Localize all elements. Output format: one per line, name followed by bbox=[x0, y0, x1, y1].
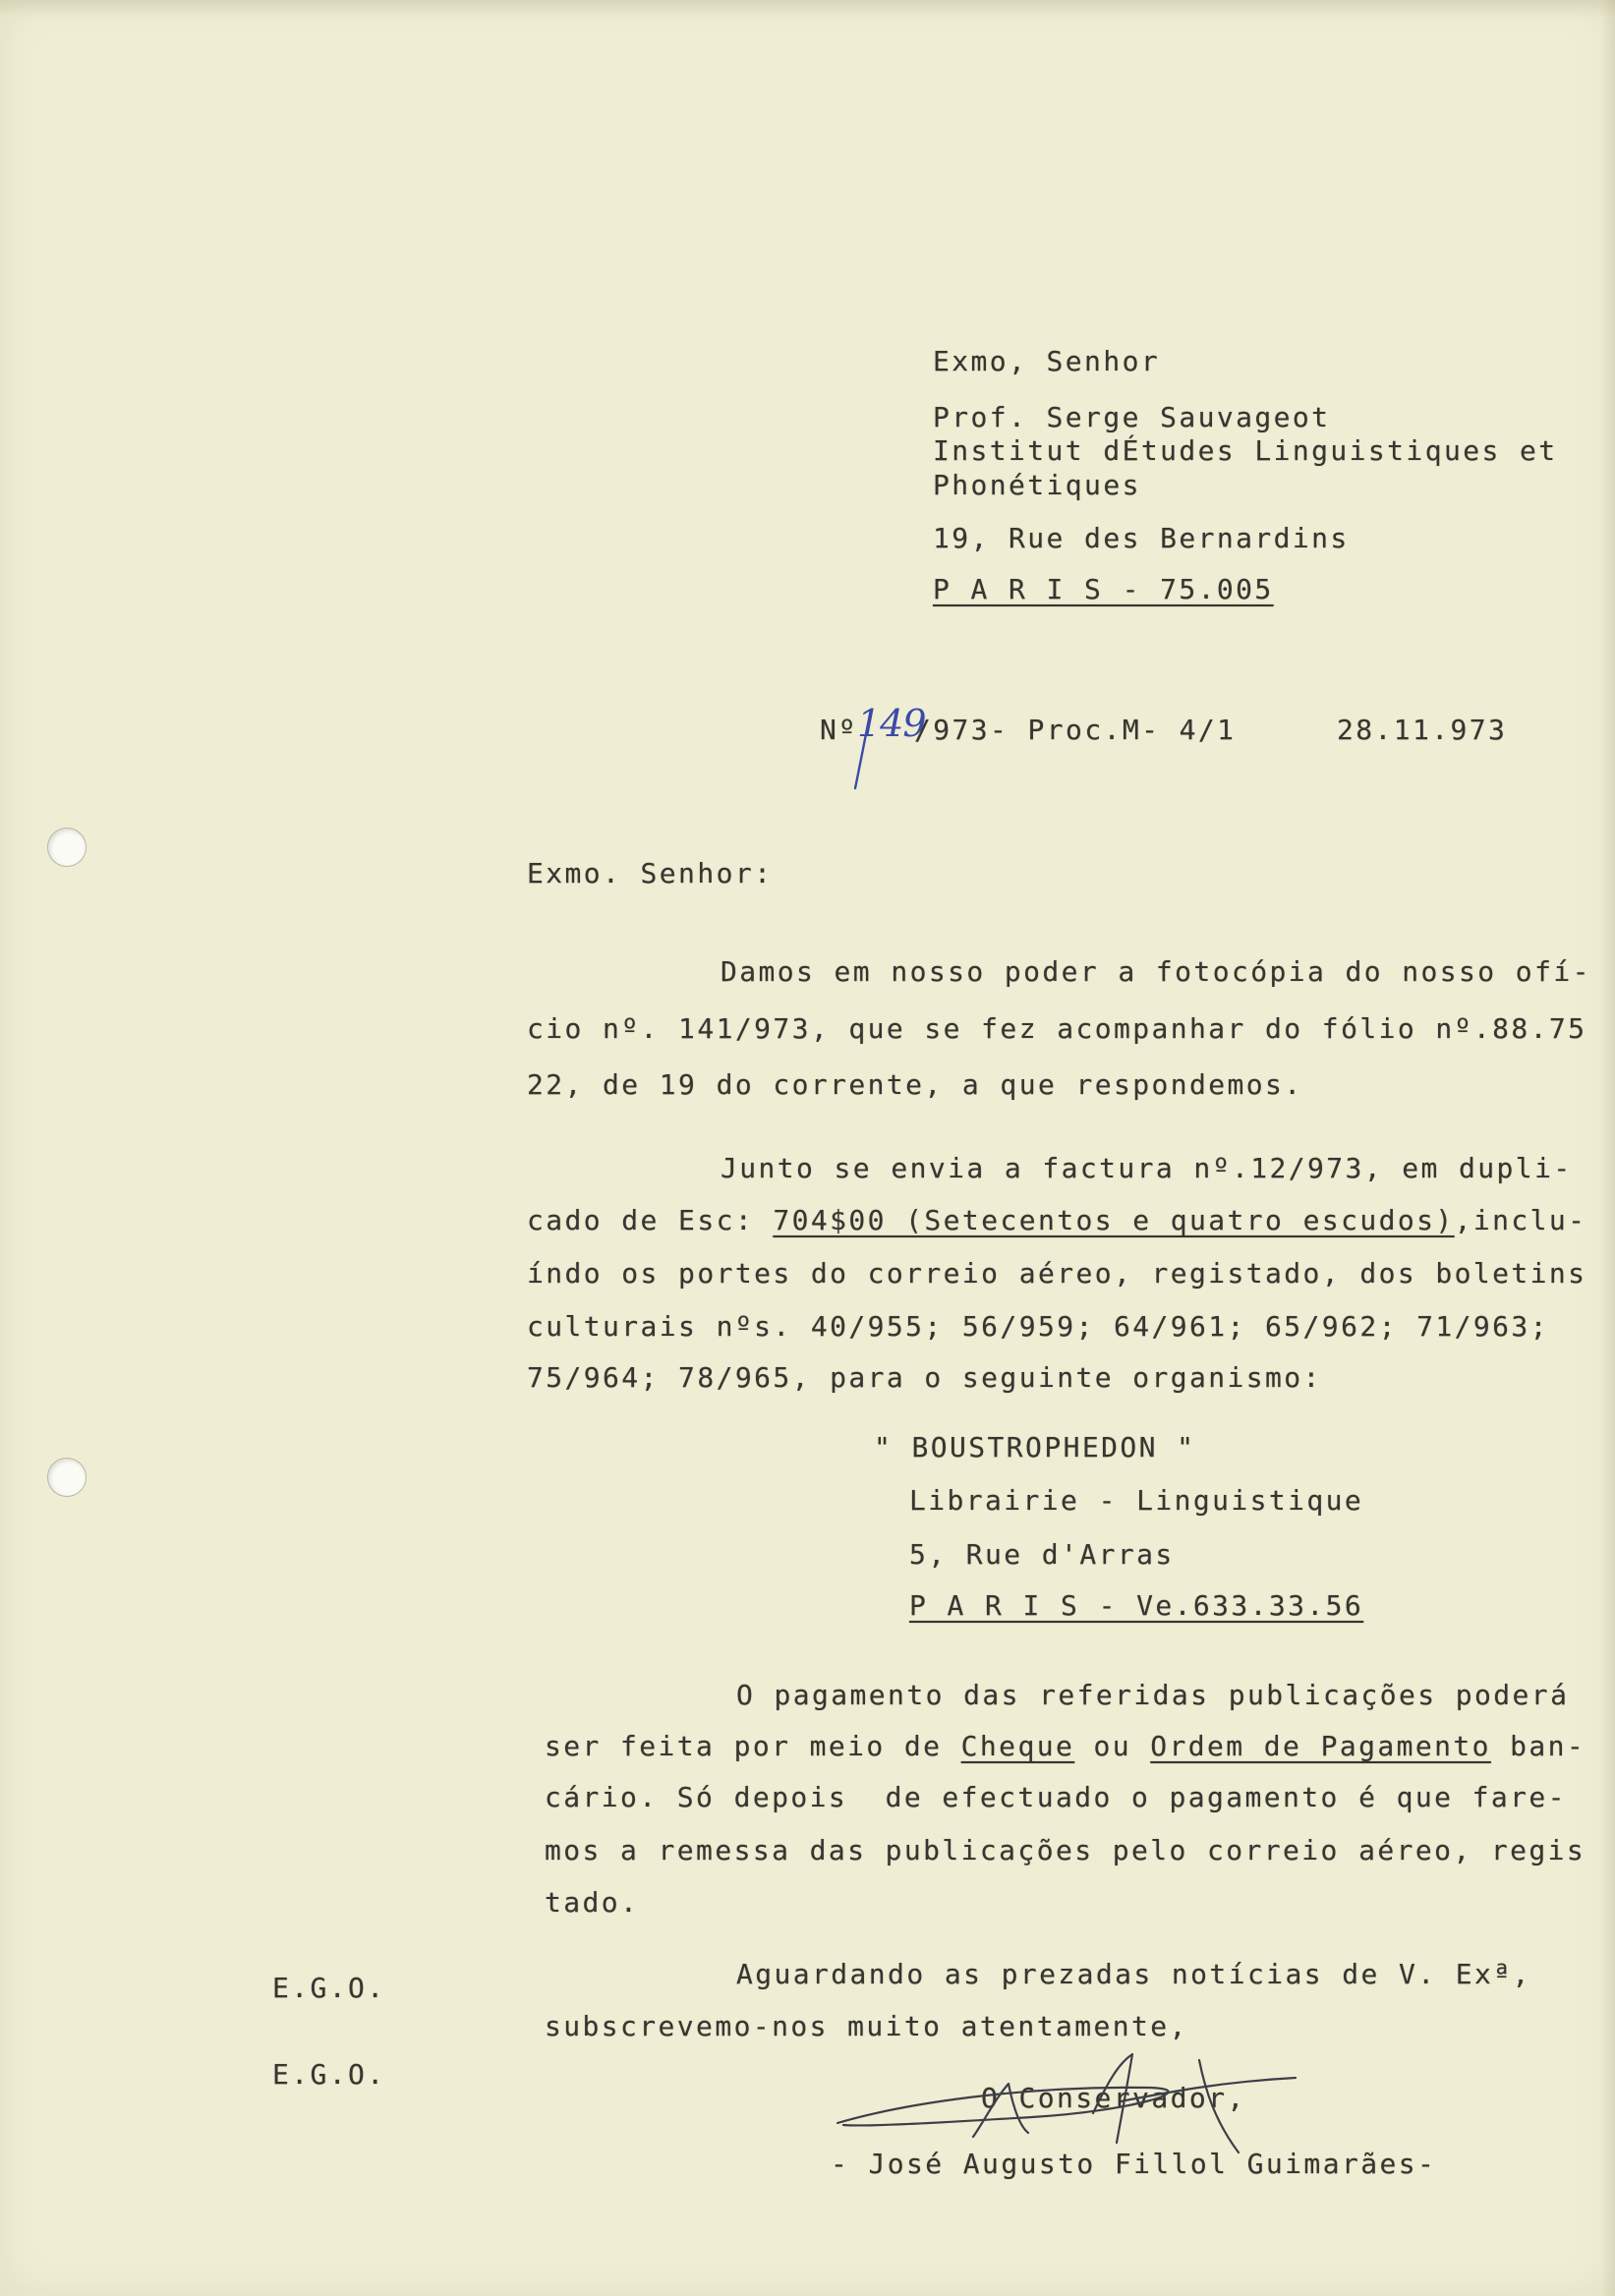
recipient-title: Exmo, Senhor bbox=[933, 345, 1161, 377]
initials: E.G.O. bbox=[272, 1972, 386, 2004]
recipient-institution-line: Phonétiques bbox=[933, 469, 1141, 501]
body-text: ou bbox=[1074, 1730, 1151, 1762]
hole-punch-lower bbox=[47, 1458, 87, 1497]
organism-city: P A R I S - Ve.633.33.56 bbox=[909, 1589, 1364, 1622]
signatory-role: O Conservador, bbox=[981, 2082, 1246, 2114]
letter-date: 28.11.973 bbox=[1337, 714, 1508, 746]
handwritten-signature bbox=[826, 2042, 1317, 2162]
recipient-name: Prof. Serge Sauvageot bbox=[933, 401, 1331, 433]
initials: E.G.O. bbox=[272, 2058, 386, 2091]
body-line: culturais nºs. 40/955; 56/959; 64/961; 65/962; 71/963; bbox=[527, 1310, 1549, 1343]
body-line bbox=[527, 1203, 1586, 1238]
body-line: cário. Só depois de efectuado o pagamento é que fare- bbox=[545, 1781, 1567, 1813]
organism-type: Librairie - Linguistique bbox=[909, 1484, 1364, 1517]
body-line: O pagamento das referidas publicações poderá bbox=[736, 1679, 1570, 1711]
hole-punch-upper bbox=[47, 828, 87, 867]
body-text: cado de Esc: bbox=[527, 1204, 774, 1236]
body-line: tado. bbox=[545, 1886, 640, 1919]
greeting: Exmo. Senhor: bbox=[527, 857, 774, 890]
organism-name: " BOUSTROPHEDON " bbox=[874, 1431, 1196, 1464]
organism-street: 5, Rue d'Arras bbox=[909, 1538, 1175, 1571]
body-line: cio nº. 141/973, que se fez acompanhar do fólio nº.88.75 bbox=[527, 1012, 1587, 1045]
payment-method-order: Ordem de Pagamento bbox=[1150, 1730, 1491, 1762]
body-line: subscrevemo-nos muito atentamente, bbox=[545, 2010, 1188, 2042]
body-text: ser feita por meio de bbox=[545, 1730, 961, 1762]
reference-prefix: Nº bbox=[820, 714, 858, 746]
body-text: ban- bbox=[1490, 1730, 1586, 1762]
reference-handwritten-number: 149 bbox=[857, 702, 926, 745]
signatory-name: - José Augusto Fillol Guimarães- bbox=[831, 2148, 1437, 2180]
recipient-institution-line: Institut dÉtudes Linguistiques et bbox=[933, 434, 1558, 467]
invoice-amount: 704$00 (Setecentos e quatro escudos) bbox=[773, 1204, 1455, 1236]
body-line: Junto se envia a factura nº.12/973, em dupli- bbox=[721, 1152, 1573, 1184]
body-text: ,inclu- bbox=[1454, 1204, 1587, 1236]
body-line: índo os portes do correio aéreo, registado, dos boletins bbox=[527, 1257, 1587, 1290]
body-line bbox=[545, 1729, 1586, 1764]
body-line: mos a remessa das publicações pelo correio aéreo, regis bbox=[545, 1834, 1586, 1866]
body-line: Aguardando as prezadas notícias de V. Exª, bbox=[736, 1958, 1531, 1990]
payment-method-cheque: Cheque bbox=[960, 1730, 1075, 1762]
body-line: 22, de 19 do corrente, a que respondemos. bbox=[527, 1068, 1303, 1101]
recipient-city: P A R I S - 75.005 bbox=[933, 573, 1274, 605]
body-line: 75/964; 78/965, para o seguinte organismo: bbox=[527, 1361, 1322, 1394]
body-line: Damos em nosso poder a fotocópia do nosso ofí- bbox=[721, 955, 1591, 988]
recipient-street: 19, Rue des Bernardins bbox=[933, 522, 1350, 554]
reference-suffix: /973- Proc.M- 4/1 bbox=[914, 714, 1237, 746]
